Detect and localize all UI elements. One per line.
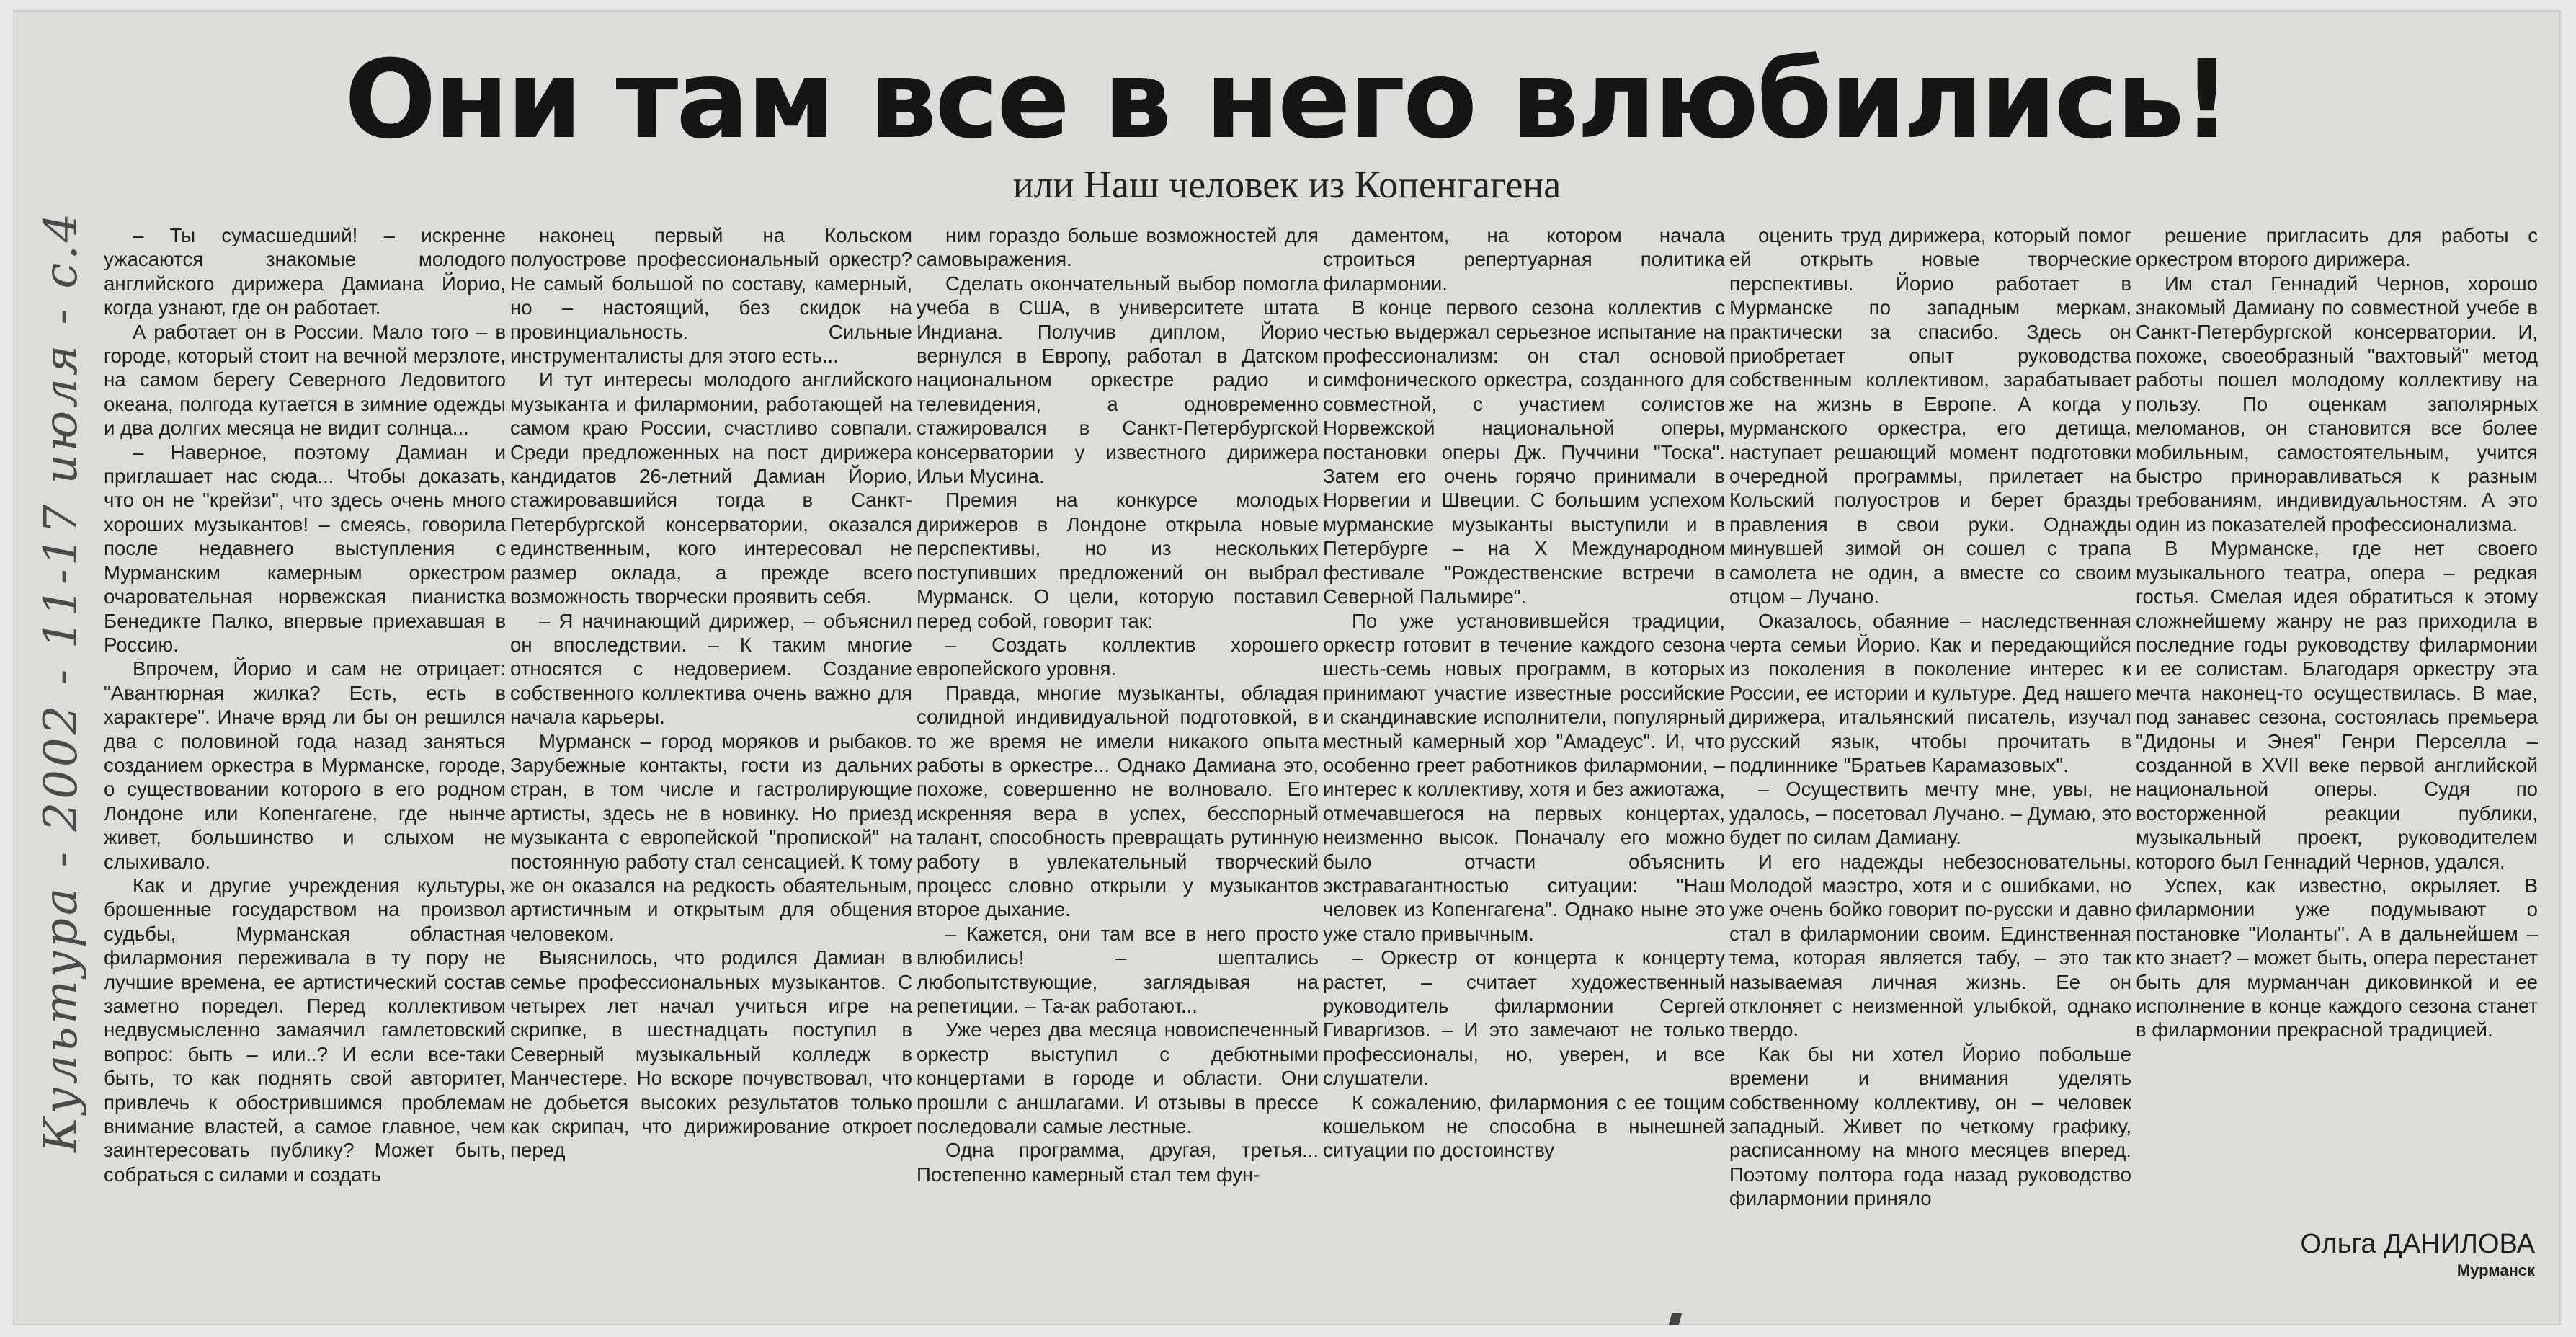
article-paragraph: В конце первого сезона коллектив с честью выдержал серьезное испытание на профессионализм: он стал основой симфонического оркестра, созданного для совместной, с участием солистов Норвежской национальной оперы, постановки оперы Дж. Пуччини "Тоска". Затем его очень горячо принимали в Норвегии и Швеции. С большим успехом мурманские музыканты выступили и в Петербурге – на X Международном фестивале "Рождественские встречи в Северной Пальмире". [1323, 296, 1725, 608]
article-column-3 [917, 223, 1319, 1305]
article-paragraph: Им стал Геннадий Чернов, хорошо знакомый Дамиану по совместной учебе в Санкт-Петербургской консерватории. И, похоже, своеобразный "вахтовый" метод работы пошел молодому коллективу на пользу. По оценкам заполярных меломанов, он становится все более мобильным, самостоятельным, учится быстро приноравливаться к разным требованиям, индивидуальностям. А это один из показателей профессионализма. [2136, 272, 2538, 536]
article-paragraph: Успех, как известно, окрыляет. В филармонии уже подумывают о постановке "Иоланты". А в дальнейшем – кто знает? – может быть, опера перестанет быть для мурманчан диковинкой и ее исполнение в конце каждого сезона станет в филармонии прекрасной традицией. [2136, 874, 2538, 1041]
article-paragraph: Оказалось, обаяние – наследственная черта семьи Йорио. Как и передающийся из поколения в поколение интерес к России, ее истории и культуре. Дед нашего дирижера, итальянский писатель, изучал русский язык, чтобы прочитать в подлиннике "Братьев Карамазовых". [1729, 609, 2131, 776]
article-paragraph: – Наверное, поэтому Дамиан и приглашает нас сюда... Чтобы доказать, что он не "крейзи", что здесь очень много хороших музыкантов! – смеясь, говорила после недавнего выступления с Мурманским камерным оркестром очаровательная норвежская пианистка Бенедикте Палко, впервые приехавшая в Россию. [104, 440, 506, 656]
article-paragraph: – Создать коллектив хорошего европейского уровня. [917, 633, 1319, 680]
byline [2300, 1228, 2535, 1282]
article-paragraph: наконец первый на Кольском полуострове профессиональный оркестр? Не самый большой по составу, камерный, но – настоящий, без скидок на провинциальность. Сильные инструменталисты для этого есть... [510, 224, 912, 368]
article-paragraph: И тут интересы молодого английского музыканта и филармонии, работающей на самом краю России, счастливо совпали. Среди предложенных на пост дирижера кандидатов 26-летний Дамиан Йорио, стажировавшийся тогда в Санкт-Петербургской консерватории, оказался единственным, кого интересовал не размер оклада, а прежде всего возможность творчески проявить себя. [510, 368, 912, 608]
article-paragraph: решение пригласить для работы с оркестром второго дирижера. [2136, 224, 2538, 271]
article-paragraph: Правда, многие музыканты, обладая солидной индивидуальной подготовкой, в то же время не имели никакого опыта работы в оркестре... Однако Дамиана это, похоже, совершенно не волновало. Его искренняя вера в успех, бесспорный талант, способность превращать рутинную работу в увлекательный творческий процесс словно открыли у музыкантов второе дыхание. [917, 681, 1319, 921]
article-paragraph: даментом, на котором начала строиться репертуарная политика филармонии. [1323, 224, 1725, 295]
author-city: Мурманск [2456, 1261, 2535, 1279]
article-paragraph: оценить труд дирижера, который помог ей открыть новые творческие перспективы. Йорио работает в Мурманске по западным меркам, практически за спасибо. Здесь он приобретает опыт руководства собственным коллективом, зарабатывает же на жизнь в Европе. А когда у мурманского оркестра, его детища, наступает решающий момент подготовки очередной программы, прилетает на Кольский полуостров и берет бразды правления в свои руки. Однажды минувшей зимой он сошел с трапа самолета не один, а вместе со своим отцом – Лучано. [1729, 224, 2131, 608]
article-paragraph: Премия на конкурсе молодых дирижеров в Лондоне открыла новые перспективы, но из нескольких поступивших предложений он выбрал Мурманск. О цели, которую поставил перед собой, говорит так: [917, 489, 1319, 632]
article-column-2 [510, 223, 912, 1305]
article-paragraph: К сожалению, филармония с ее тощим кошельком не способна в нынешней ситуации по достоинству [1323, 1091, 1725, 1162]
article-paragraph: – Осуществить мечту мне, увы, не удалось, – посетовал Лучано. – Думаю, это будет по силам Дамиану. [1729, 778, 2131, 849]
article-subheadline: или Наш человек из Копенгагена [1012, 163, 1561, 206]
article-paragraph: – Ты сумасшедший! – искренне ужасаются знакомые молодого английского дирижера Дамиана Йорио, когда узнают, где он работает. [104, 224, 506, 319]
article-paragraph: ним гораздо больше возможностей для самовыражения. [917, 224, 1319, 271]
article-paragraph: – Кажется, они там все в него просто влюбились! – шептались любопытствующие, заглядывая на репетиции. – Та-ак работают... [917, 922, 1319, 1017]
article-paragraph: – Оркестр от концерта к концерту растет, – считает художественный руководитель филармонии Сергей Гиваргизов. – И это замечают не только профессионалы, но, уверен, и все слушатели. [1323, 946, 1725, 1090]
article-column-1 [104, 223, 506, 1305]
article-paragraph: Выяснилось, что родился Дамиан в семье профессиональных музыкантов. С четырех лет начал учиться игре на скрипке, в шестнадцать поступил в Северный музыкальный колледж в Манчестере. Но вскоре почувствовал, что не добьется высоких результатов только как скрипач, что дирижирование откроет перед [510, 946, 912, 1162]
article-paragraph: Как и другие учреждения культуры, брошенные государством на произвол судьбы, Мурманская областная филармония переживала в ту пору не лучшие времена, ее артистический состав заметно поредел. Перед коллективом недвусмысленно замаячил гамлетовский вопрос: быть – или..? И если все-таки быть, то как поднять свой авторитет, привлечь к обострившимся проблемам внимание властей, а самое главное, чем заинтересовать публику? Может быть, собраться с силами и создать [104, 874, 506, 1186]
article-paragraph: И его надежды небезосновательны. Молодой маэстро, хотя и с ошибками, но уже очень бойко говорит по-русски и давно стал в филармонии своим. Единственная тема, которая является табу, – это так называемая личная жизнь. Ее он отклоняет с неизменной улыбкой, однако твердо. [1729, 850, 2131, 1041]
article-paragraph: Мурманск – город моряков и рыбаков. Зарубежные контакты, гости из дальних стран, в том числе и гастролирующие артисты, здесь не в новинку. Но приезд музыканта с европейской "пропиской" на постоянную работу стал сенсацией. К тому же он оказался на редкость обаятельным, артистичным и открытым для общения человеком. [510, 729, 912, 945]
article-paragraph: Впрочем, Йорио и сам не отрицает: "Авантюрная жилка? Есть, есть в характере". Иначе вряд ли бы он решился два с половиной года назад заняться созданием оркестра в Мурманске, городе, о существовании которого в его родном Лондоне или Копенгагене, где нынче живет, большинство и слыхом не слыхивало. [104, 657, 506, 873]
handwritten-note: Культура - 2002 - 11-17 июля - с.4 [35, 210, 88, 1152]
article-column-4 [1323, 223, 1725, 1305]
article-paragraph: По уже установившейся традиции, оркестр готовит в течение каждого сезона шесть-семь новых программ, в которых принимают участие известные российские и скандинавские исполнители, популярный местный камерный хор "Амадеус". И, что особенно греет работников филармонии, – интерес к коллективу, хотя и без ажиотажа, отмечавшегося на первых концертах, неизменно высок. Поначалу его можно было отчасти объяснить экстравагантностью ситуации: "Наш человек из Копенгагена". Однако ныне это уже стало привычным. [1323, 609, 1725, 945]
article-paragraph: В Мурманске, где нет своего музыкального театра, опера – редкая гостья. Смелая идея обратиться к этому сложнейшему жанру не раз приходила в последние годы руководству филармонии и ее солистам. Благодаря оркестру эта мечта наконец-то осуществилась. В мае, под занавес сезона, состоялась премьера "Дидоны и Энея" Генри Перселла – созданной в XVII веке первой английской национальной оперы. Судя по восторженной реакции публики, музыкальный проект, руководителем которого был Геннадий Чернов, удался. [2136, 537, 2538, 873]
newspaper-clipping [13, 10, 2561, 1325]
article-body [104, 223, 2536, 1305]
article-paragraph: Сделать окончательный выбор помогла учеба в США, в университете штата Индиана. Получив диплом, Йорио вернулся в Европу, работал в Датском национальном оркестре радио и телевидения, а одновременно стажировался в Санкт-Петербургской консерватории у известного дирижера Ильи Мусина. [917, 272, 1319, 488]
article-column-6 [2136, 223, 2538, 1225]
article-paragraph: Как бы ни хотел Йорио побольше времени и внимания уделять собственному коллективу, он – человек западный. Живет по четкому графику, расписанному на много месяцев вперед. Поэтому полтора года назад руководство филармонии приняло [1729, 1042, 2131, 1210]
author-name: Ольга ДАНИЛОВА [2300, 1229, 2535, 1259]
article-headline: Они там все в него влюбились! [344, 37, 2229, 163]
article-paragraph: А работает он в России. Мало того – в городе, который стоит на вечной мерзлоте, на самом берегу Северного Ледовитого океана, полгода кутается в зимние одежды и два долгих месяца не видит солнца... [104, 320, 506, 440]
article-paragraph: Уже через два месяца новоиспеченный оркестр выступил с дебютными концертами в городе и области. Они прошли с аншлагами. И отзывы в прессе последовали самые лестные. [917, 1018, 1319, 1138]
print-mark [1669, 1313, 1682, 1325]
article-paragraph: Одна программа, другая, третья... Постепенно камерный стал тем фун- [917, 1139, 1319, 1186]
article-paragraph: – Я начинающий дирижер, – объяснил он впоследствии. – К таким многие относятся с недоверием. Создание собственного коллектива очень важно для начала карьеры. [510, 609, 912, 729]
article-column-5 [1729, 223, 2131, 1305]
